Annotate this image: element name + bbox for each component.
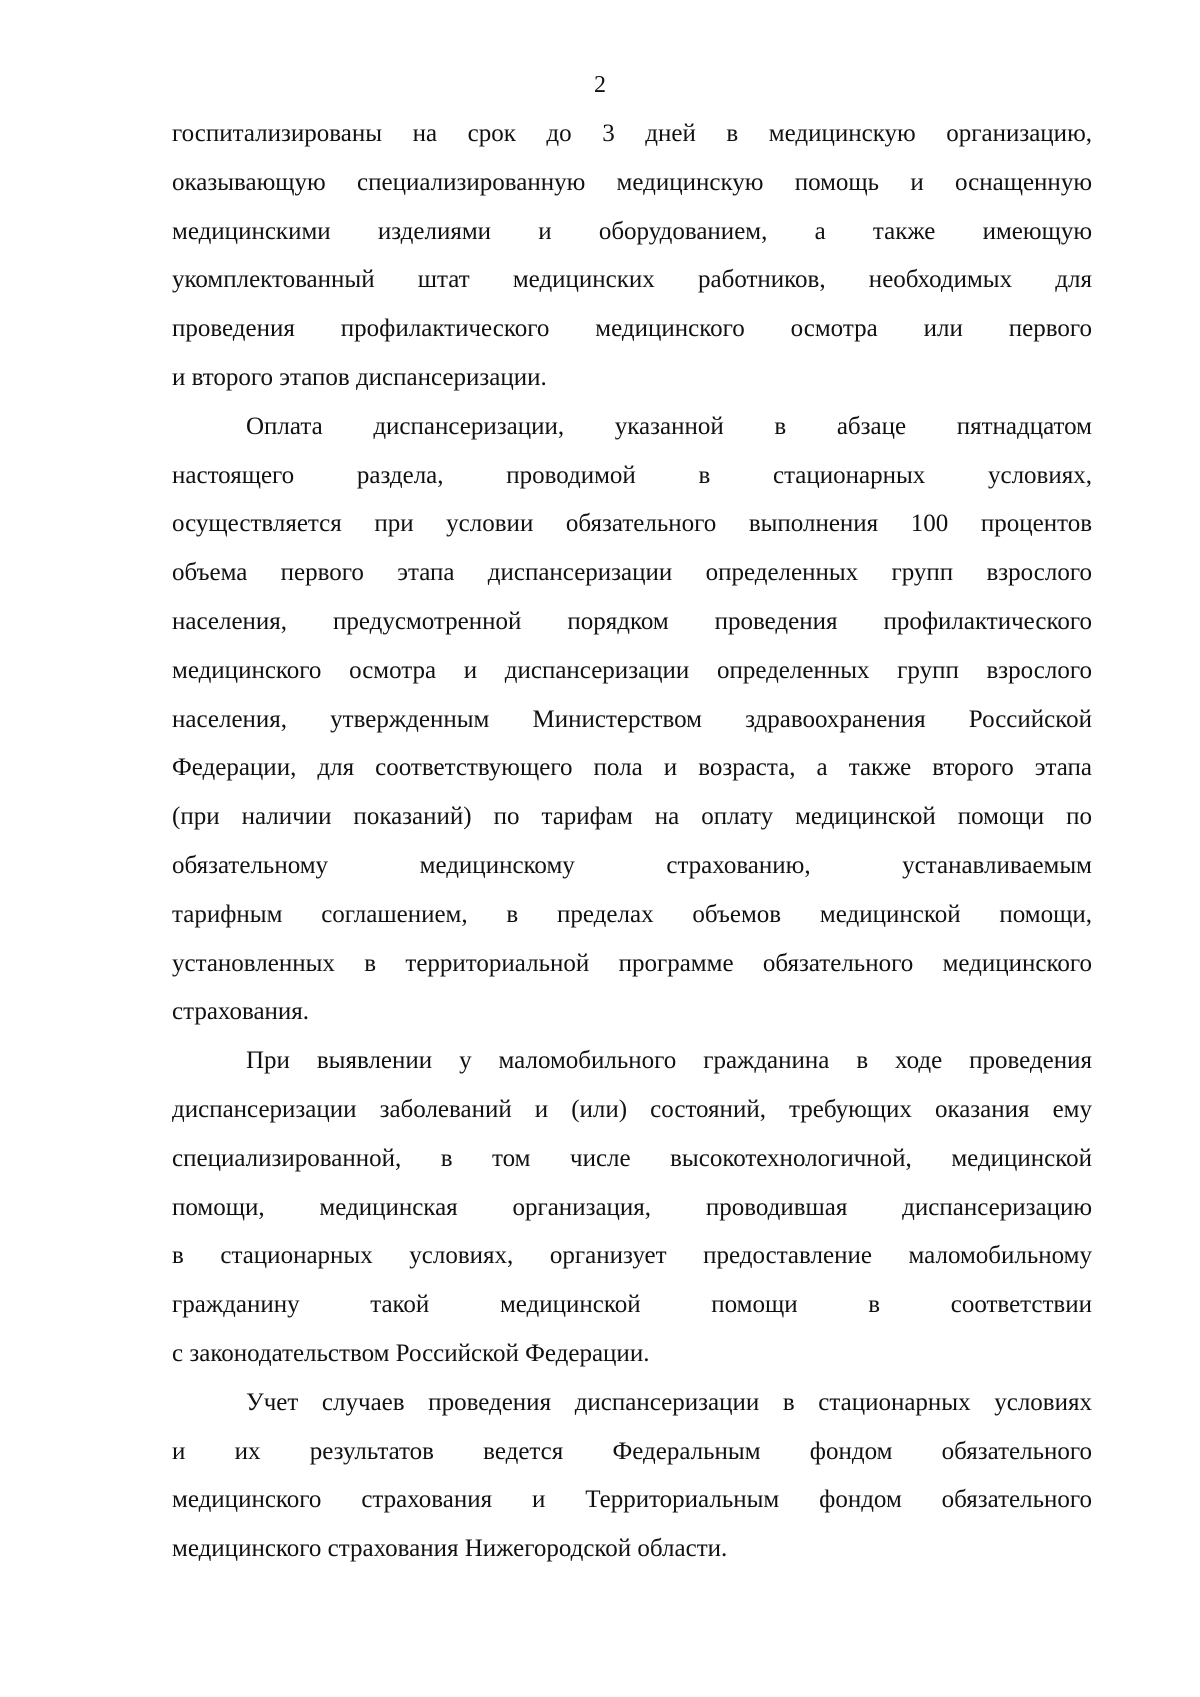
text-line: оказывающую специализированную медицинскую помощь и оснащенную [172,168,1092,196]
text-line: страхования. [172,998,310,1026]
document-body [172,110,1092,1574]
text-line: осуществляется при условии обязательного выполнения 100 процентов [172,510,1092,538]
text-line: специализированной, в том числе высокотехнологичной, медицинской [172,1144,1092,1172]
text-line: установленных в территориальной программе обязательного медицинского [172,949,1092,977]
text-line: (при наличии показаний) по тарифам на оплату медицинской помощи по [172,803,1092,831]
text-line: госпитализированы на срок до 3 дней в медицинскую организацию, [172,120,1092,147]
text-line: населения, утвержденным Министерством здравоохранения Российской [172,705,1092,733]
text-line: помощи, медицинская организация, проводившая диспансеризацию [172,1193,1092,1221]
text-line: медицинскими изделиями и оборудованием, а также имеющую [172,217,1092,245]
page-number: 2 [594,72,606,98]
text-line: укомплектованный штат медицинских работников, необходимых для [172,266,1092,294]
text-line: гражданину такой медицинской помощи в соответствии [172,1291,1092,1319]
text-line: Федерации, для соответствующего пола и возраста, а также второго этапа [172,754,1092,782]
text-line: с законодательством Российской Федерации. [172,1339,650,1367]
text-line: тарифным соглашением, в пределах объемов медицинской помощи, [172,900,1092,928]
text-line: проведения профилактического медицинского осмотра или первого [172,315,1092,343]
text-line: и их результатов ведется Федеральным фондом обязательного [172,1437,1092,1465]
text-line: населения, предусмотренной порядком проведения профилактического [172,607,1092,635]
paragraph-4 [172,1379,1092,1574]
text-line: настоящего раздела, проводимой в стационарных условиях, [172,461,1092,489]
text-line: медицинского осмотра и диспансеризации определенных групп взрослого [172,656,1092,684]
text-line: медицинского страхования и Территориальным фондом обязательного [172,1486,1092,1514]
text-line: Оплата диспансеризации, указанной в абзаце пятнадцатом [246,412,1092,440]
text-line: медицинского страхования Нижегородской области. [172,1535,728,1563]
text-line: При выявлении у маломобильного гражданина в ходе проведения [246,1047,1092,1075]
text-line: и второго этапов диспансеризации. [172,363,547,391]
paragraph-1 [172,110,1092,403]
paragraph-2 [172,403,1092,1037]
text-line: объема первого этапа диспансеризации определенных групп взрослого [172,559,1092,587]
text-line: Учет случаев проведения диспансеризации в стационарных условиях [246,1388,1092,1416]
text-line: в стационарных условиях, организует предоставление маломобильному [172,1242,1092,1270]
text-line: диспансеризации заболеваний и (или) состояний, требующих оказания ему [172,1095,1092,1123]
text-line: обязательному медицинскому страхованию, устанавливаемым [172,851,1092,879]
paragraph-3 [172,1037,1092,1379]
